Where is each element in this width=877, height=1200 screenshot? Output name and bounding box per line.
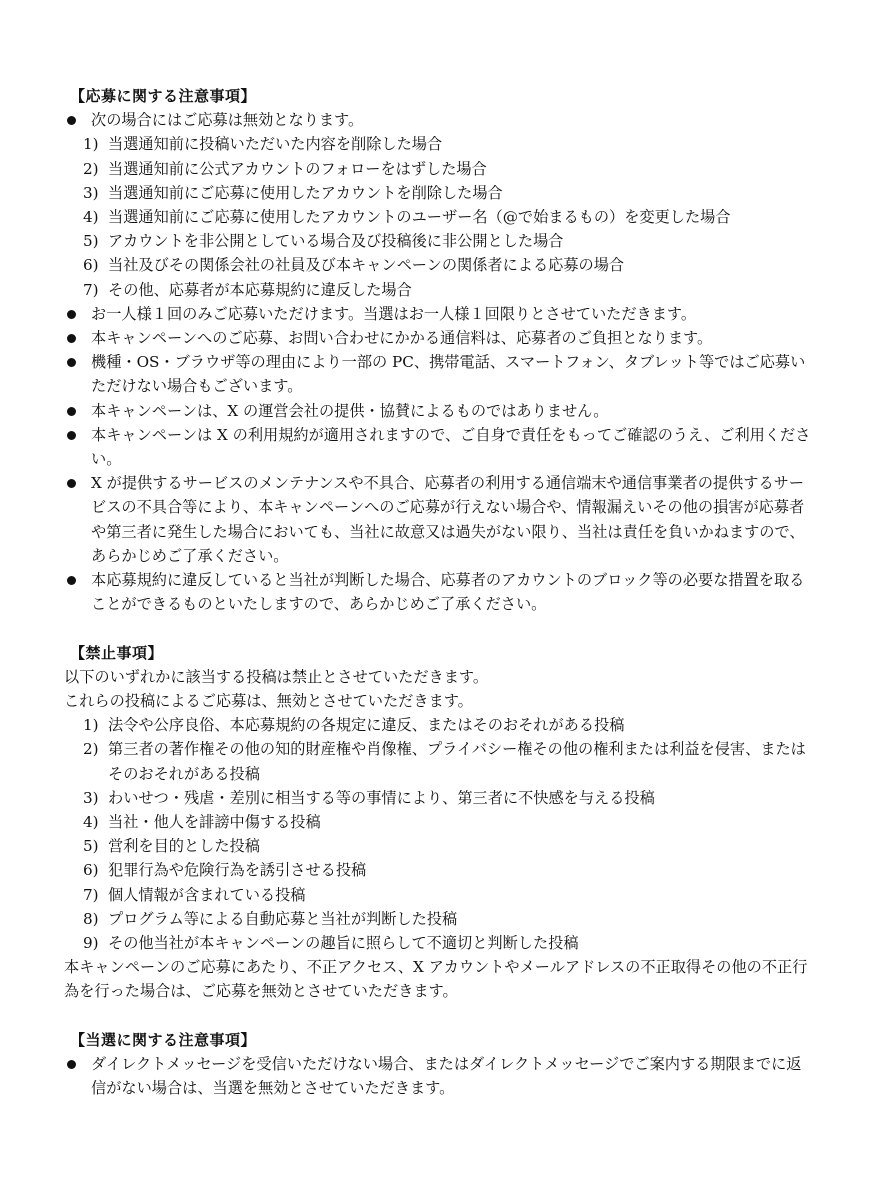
bullet-icon [67, 310, 76, 319]
section-spacer [64, 616, 816, 640]
list-item-text: X が提供するサービスのメンテナンスや不具合、応募者の利用する通信端末や通信事業者の提供するサービスの不具合等により、本キャンペーンへのご応募が行えない場合や、情報漏えいその他の損害が応募者や第三者に発生した場合においても、当社に故意又は過失がない限り、当社は責任を負いかねますので、あらかじめご了承ください。 [91, 474, 805, 565]
list-item [64, 810, 816, 834]
prohibited-list [64, 713, 816, 955]
list-item [64, 205, 816, 229]
item-number: 8) [83, 909, 99, 928]
list-item-text: 機種・OS・ブラウザ等の理由により一部の PC、携帯電話、スマートフォン、タブレット等ではご応募いただけない場合もございます。 [91, 353, 806, 396]
list-item [64, 326, 816, 350]
list-item-text: 本応募規約に違反していると当社が判断した場合、応募者のアカウントのブロック等の必要な措置を取ることができるものといたしますので、あらかじめご了承ください。 [91, 571, 805, 614]
item-number: 2) [83, 740, 99, 759]
item-number: 1) [83, 716, 99, 735]
list-item [64, 883, 816, 907]
section-heading-prohibited: 【禁止事項】 [70, 643, 164, 662]
list-item [64, 568, 816, 616]
list-item [64, 471, 816, 568]
item-text: プログラム等による自動応募と当社が判断した投稿 [108, 909, 458, 928]
bullet-icon [67, 334, 76, 343]
item-text: その他、応募者が本応募規約に違反した場合 [108, 280, 412, 299]
list-item [64, 834, 816, 858]
prohibited-outro: 本キャンペーンのご応募にあたり、不正アクセス、X アカウントやメールアドレスの不正取得その他の不正行為を行った場合は、ご応募を無効とさせていただきます。 [64, 958, 808, 1001]
list-item [64, 858, 816, 882]
bullet-icon [67, 358, 76, 367]
item-number: 6) [83, 256, 99, 275]
item-number: 2) [83, 159, 99, 178]
item-number: 3) [83, 788, 99, 807]
item-text: 個人情報が含まれている投稿 [108, 885, 306, 904]
item-text: 当選通知前にご応募に使用したアカウントを削除した場合 [108, 183, 503, 202]
list-item-text: お一人様１回のみご応募いただけます。当選はお一人様１回限りとさせていただきます。 [91, 304, 697, 323]
list-item [64, 108, 816, 302]
item-number: 3) [83, 183, 99, 202]
list-item [64, 786, 816, 810]
list-item [64, 278, 816, 302]
bullet-icon [67, 479, 76, 488]
item-text: 第三者の著作権その他の知的財産権や肖像権、プライバシー権その他の権利または利益を侵害、またはそのおそれがある投稿 [108, 740, 806, 783]
item-text: 犯罪行為や危険行為を誘引させる投稿 [108, 861, 367, 880]
prohibited-intro: 以下のいずれかに該当する投稿は禁止とさせていただきます。 [64, 667, 489, 686]
item-text: 当選通知前に公式アカウントのフォローをはずした場合 [108, 159, 487, 178]
list-item-text: 次の場合にはご応募は無効となります。 [91, 111, 364, 130]
list-item [64, 907, 816, 931]
list-item-text: 本キャンペーンは X の利用規約が適用されますので、ご自身で責任をもってご確認のうえ、ご利用ください。 [91, 425, 811, 469]
list-item-text: 本キャンペーンへのご応募、お問い合わせにかかる通信料は、応募者のご負担となります。 [91, 329, 713, 348]
item-number: 5) [83, 232, 99, 251]
item-number: 1) [83, 135, 99, 154]
section-heading-winning-notes: 【当選に関する注意事項】 [70, 1030, 257, 1049]
list-item [64, 1052, 816, 1100]
document-page [64, 84, 816, 1100]
list-item [64, 399, 816, 423]
list-item [64, 181, 816, 205]
section-heading-application-notes: 【応募に関する注意事項】 [70, 87, 257, 105]
item-number: 9) [83, 934, 99, 953]
item-text: 当選通知前に投稿いただいた内容を削除した場合 [108, 135, 443, 154]
list-item [64, 423, 816, 471]
invalid-conditions-list [64, 132, 816, 301]
item-text: 営利を目的とした投稿 [108, 837, 260, 856]
list-item [64, 931, 816, 955]
list-item [64, 737, 816, 785]
bullet-icon [67, 407, 76, 416]
application-notes-list [64, 108, 816, 616]
item-number: 5) [83, 837, 99, 856]
item-text: 当社及びその関係会社の社員及び本キャンペーンの関係者による応募の場合 [108, 256, 625, 275]
bullet-icon [67, 116, 76, 125]
item-text: 当社・他人を誹謗中傷する投稿 [108, 813, 321, 832]
item-number: 4) [83, 208, 99, 226]
section-spacer [64, 1004, 816, 1028]
item-number: 7) [83, 885, 99, 904]
item-text: 当選通知前にご応募に使用したアカウントのユーザー名（@で始まるもの）を変更した場合 [108, 208, 731, 226]
bullet-icon [67, 576, 76, 585]
list-item [64, 713, 816, 737]
list-item [64, 132, 816, 156]
list-item [64, 302, 816, 326]
bullet-icon [67, 431, 76, 440]
item-number: 4) [83, 813, 99, 832]
list-item-text: 本キャンペーンは、X の運営会社の提供・協賛によるものではありません。 [91, 401, 609, 420]
list-item [64, 253, 816, 277]
list-item [64, 350, 816, 398]
item-text: 法令や公序良俗、本応募規約の各規定に違反、またはそのおそれがある投稿 [108, 716, 625, 735]
winning-notes-list [64, 1052, 816, 1100]
item-text: その他当社が本キャンペーンの趣旨に照らして不適切と判断した投稿 [108, 934, 579, 953]
item-text: アカウントを非公開としている場合及び投稿後に非公開とした場合 [108, 232, 564, 251]
list-item [64, 229, 816, 253]
item-number: 7) [83, 280, 99, 299]
bullet-icon [67, 1060, 76, 1069]
list-item [64, 157, 816, 181]
item-text: わいせつ・残虐・差別に相当する等の事情により、第三者に不快感を与える投稿 [108, 788, 655, 807]
list-item-text: ダイレクトメッセージを受信いただけない場合、またはダイレクトメッセージでご案内する期限までに返信がない場合は、当選を無効とさせていただきます。 [91, 1055, 802, 1098]
item-number: 6) [83, 861, 99, 880]
prohibited-intro-2: これらの投稿によるご応募は、無効とさせていただきます。 [64, 692, 473, 711]
